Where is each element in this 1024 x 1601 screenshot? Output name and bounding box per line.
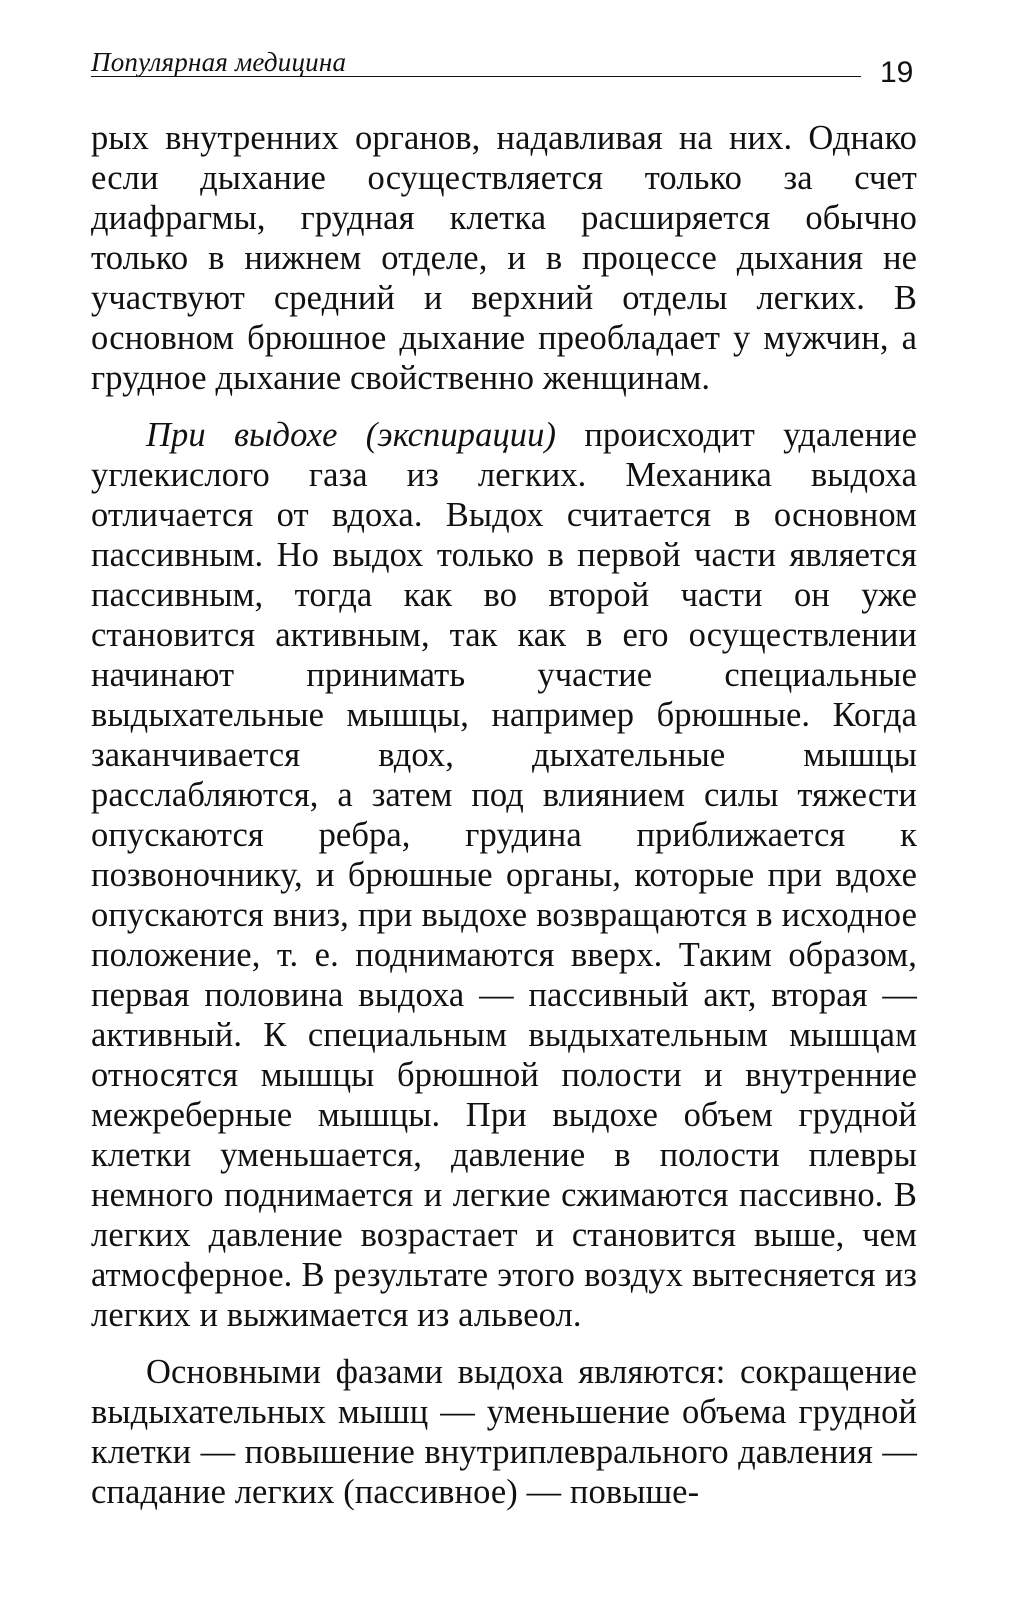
paragraph-text: происходит удаление углекислого газа из легких. Механика выдоха отличается от вдоха. Выдох считается в основном пассивным. Но выдох только в первой части является пассивным, тогда как во второй части он уже становится активным, так как в его осуществлении начинают принимать участие специальные выдыхательные мышцы, например брюшные. Когда заканчивается вдох, дыхательные мышцы расслабляются, а затем под влиянием силы тяжести опускаются ребра, грудина приближается к позвоночнику, и брюшные органы, которые при вдохе опускаются вниз, при выдохе возвращаются в исходное положение, т. е. поднимаются вверх. Таким образом, первая половина выдоха — пассивный акт, вторая — активный. К специальным выдыхательным мышцам относятся мышцы брюшной полости и внутренние межреберные мышцы. При выдохе объем грудной клетки уменьшается, давление в полости плевры немного поднимается и легкие сжимаются пассивно. В легких давление возрастает и становится выше, чем атмосферное. В результате этого воздух вытесняется из легких и выжимается из альвеол. [91, 416, 917, 1334]
paragraph-exhalation [91, 415, 917, 1335]
italic-term: При выдохе (экспирации) [146, 416, 557, 454]
header-rule [91, 76, 861, 77]
running-title: Популярная медицина [91, 47, 347, 77]
paragraph-text: Основными фазами выдоха являются: сокращение выдыхательных мышц — уменьшение объема грудной клетки — повышение внутриплеврального давления — спадание легких (пассивное) — повыше- [91, 1353, 917, 1511]
paragraph-text: рых внутренних органов, надавливая на них. Однако если дыхание осуществляется только за счет диафрагмы, грудная клетка расширяется обычно только в нижнем отделе, и в процессе дыхания не участвуют средний и верхний отделы легких. В основном брюшное дыхание преобладает у мужчин, а грудное дыхание свойственно женщинам. [91, 119, 917, 397]
page-number: 19 [880, 56, 914, 89]
paragraph-exhalation-phases [91, 1352, 917, 1512]
running-head [91, 46, 861, 86]
paragraph-continuation [91, 118, 917, 398]
body-text [91, 118, 917, 1529]
